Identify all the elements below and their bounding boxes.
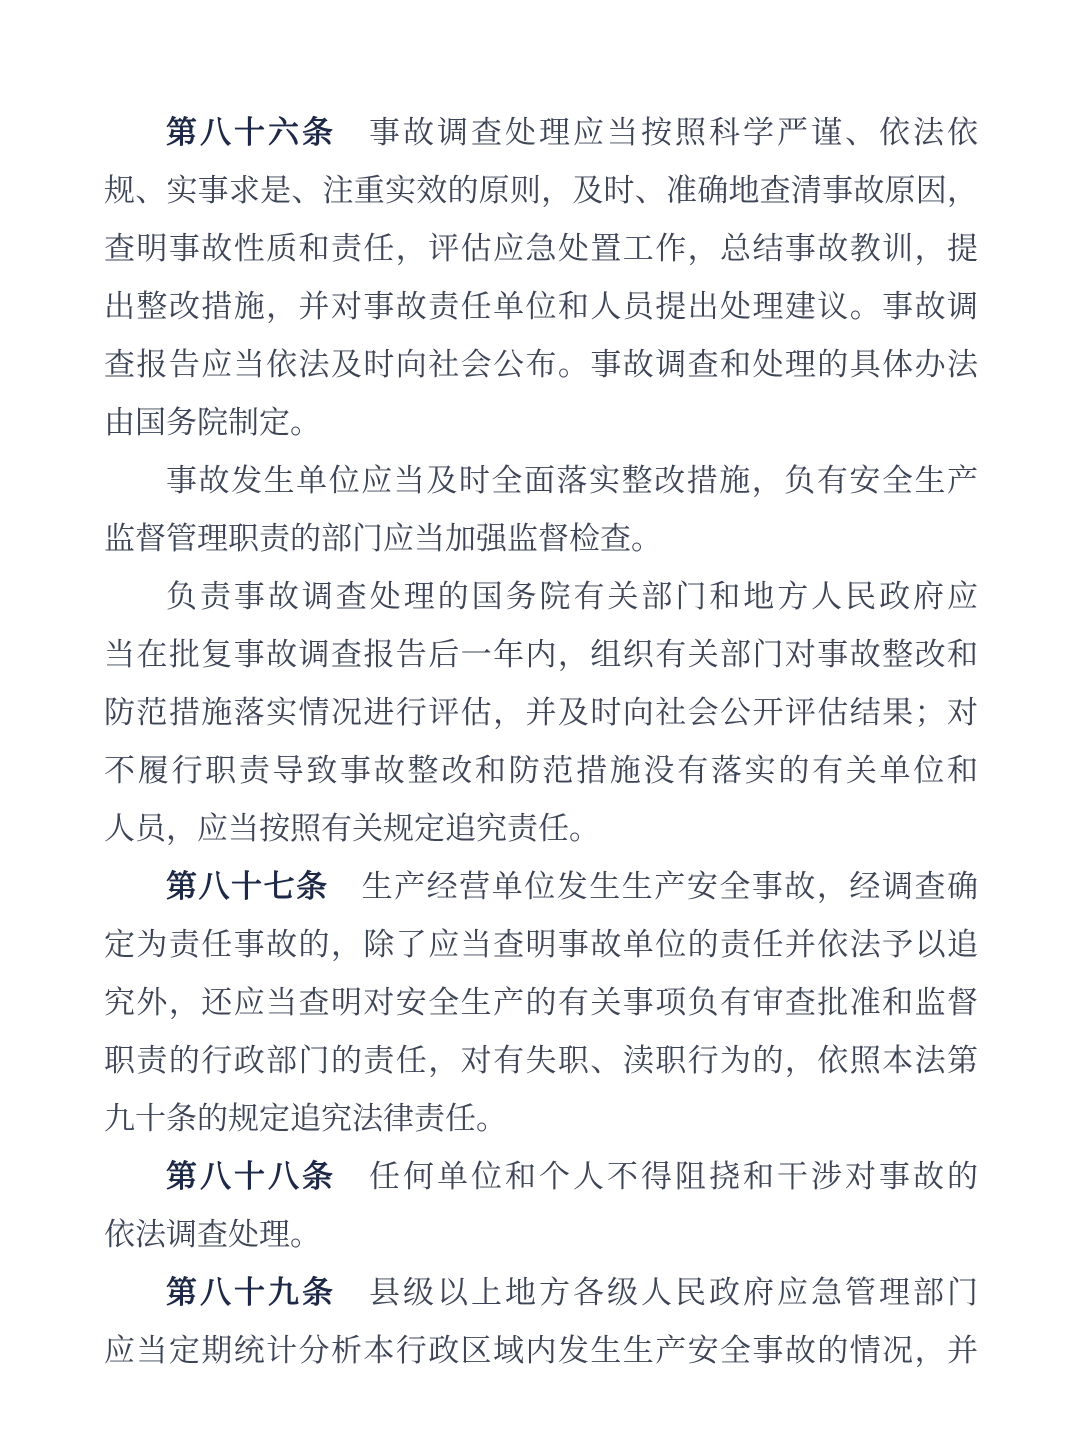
text-line: 负责事故调查处理的国务院有关部门和地方人民政府应 [166, 579, 978, 614]
text-line: 防范措施落实情况进行评估，并及时向社会公开评估结果；对 [104, 695, 978, 730]
text-line: 第八十八条 任何单位和个人不得阻挠和干涉对事故的 [166, 1159, 978, 1194]
text-line: 人员，应当按照有关规定追究责任。 [104, 811, 600, 846]
article-number: 第八十七条 [166, 869, 329, 904]
article-number: 第八十九条 [166, 1275, 336, 1310]
text-line: 第八十九条 县级以上地方各级人民政府应急管理部门 [166, 1275, 978, 1310]
text-line: 查报告应当依法及时向社会公布。事故调查和处理的具体办法 [104, 347, 978, 382]
text-line: 究外，还应当查明对安全生产的有关事项负有审查批准和监督 [104, 985, 978, 1020]
text-line: 应当定期统计分析本行政区域内发生生产安全事故的情况，并 [104, 1333, 978, 1368]
text-line: 职责的行政部门的责任，对有失职、渎职行为的，依照本法第 [104, 1043, 978, 1078]
text-line: 九十条的规定追究法律责任。 [104, 1101, 507, 1136]
text-line: 当在批复事故调查报告后一年内，组织有关部门对事故整改和 [104, 637, 978, 672]
text-line: 第八十六条 事故调查处理应当按照科学严谨、依法依 [166, 115, 978, 150]
paragraph [104, 452, 978, 568]
text-line: 监督管理职责的部门应当加强监督检查。 [104, 521, 662, 556]
text-line: 第八十七条 生产经营单位发生生产安全事故，经调查确 [166, 869, 978, 904]
paragraph-article-88 [104, 1148, 978, 1264]
text-line: 依法调查处理。 [104, 1217, 321, 1252]
article-number: 第八十六条 [166, 115, 336, 150]
text-line: 查明事故性质和责任，评估应急处置工作，总结事故教训，提 [104, 231, 978, 266]
paragraph-article-86 [104, 104, 978, 452]
article-number: 第八十八条 [166, 1159, 336, 1194]
text-line: 由国务院制定。 [104, 405, 321, 440]
text-line: 出整改措施，并对事故责任单位和人员提出处理建议。事故调 [104, 289, 978, 324]
text-line: 事故发生单位应当及时全面落实整改措施，负有安全生产 [166, 463, 978, 498]
text-line: 定为责任事故的，除了应当查明事故单位的责任并依法予以追 [104, 927, 978, 962]
text-line: 规、实事求是、注重实效的原则，及时、准确地查清事故原因， [104, 173, 978, 208]
paragraph [104, 568, 978, 858]
text-line: 不履行职责导致事故整改和防范措施没有落实的有关单位和 [104, 753, 978, 788]
paragraph-article-87 [104, 858, 978, 1148]
paragraph-article-89 [104, 1264, 978, 1380]
